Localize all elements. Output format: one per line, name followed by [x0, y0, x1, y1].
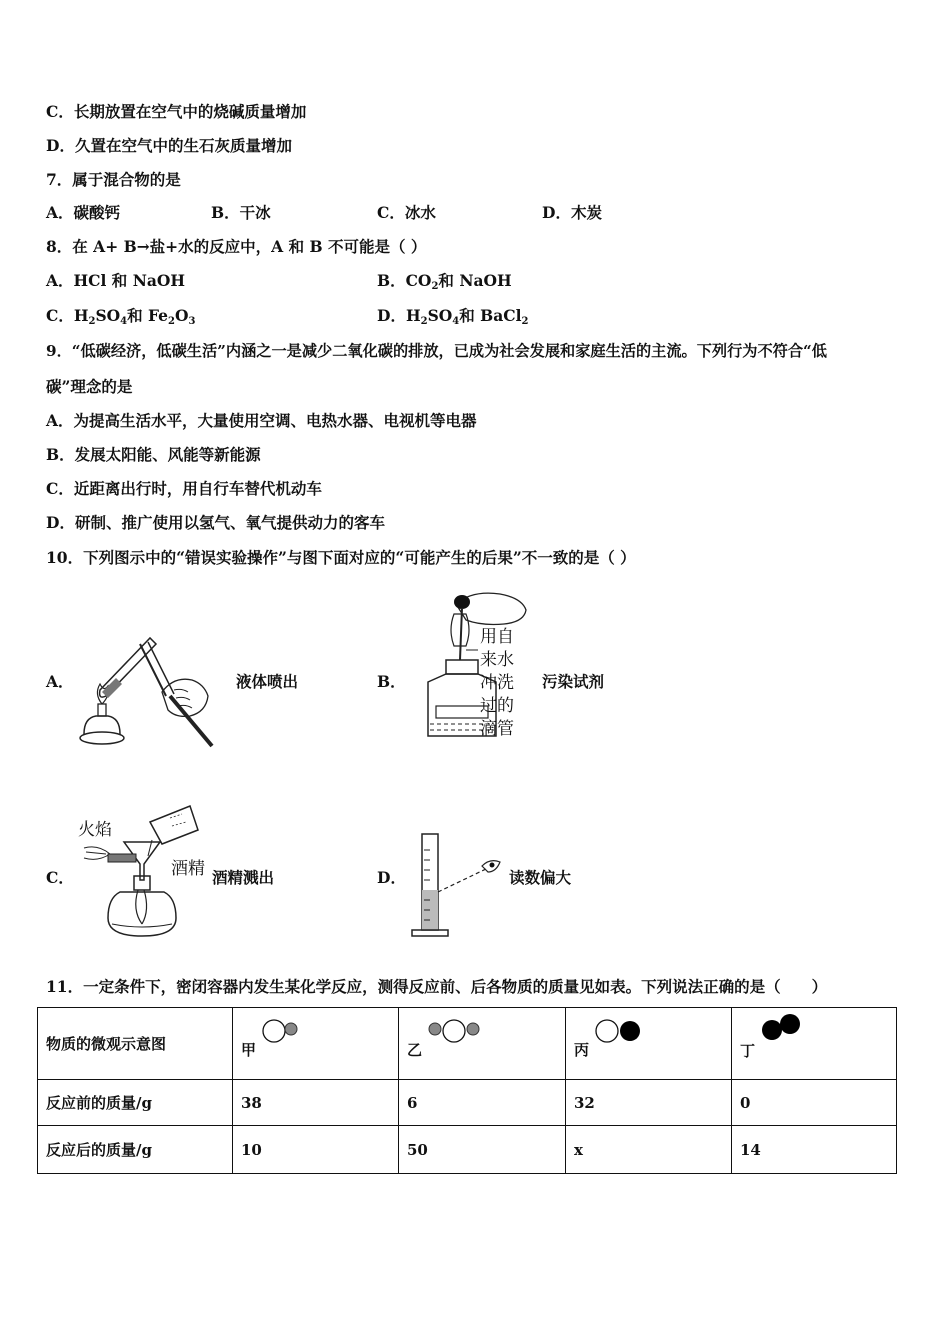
mass-after-cell: 50: [399, 1126, 566, 1174]
q10-item-d-letter: D．: [377, 868, 406, 887]
q9-option-c: C．近距离出行时，用自行车替代机动车: [46, 479, 322, 498]
q10-stem: 10．下列图示中的“错误实验操作”与图下面对应的“可能产生的后果”不一致的是（ ）: [46, 548, 636, 567]
subscript: 2: [168, 316, 176, 327]
subscript: 4: [452, 316, 460, 327]
mass-after-cell: x: [566, 1126, 732, 1174]
q9-option-d: D．研制、推广使用以氢气、氧气提供动力的客车: [46, 513, 385, 532]
substance-label: 丙: [574, 1041, 590, 1059]
row-header: 反应后的质量/g: [38, 1126, 233, 1174]
q10-item-b-letter: B．: [377, 672, 406, 691]
subscript: 2: [521, 316, 529, 327]
subscript: 2: [431, 281, 439, 292]
q10-item-a-letter: A．: [46, 672, 74, 691]
q10-item-c-letter: C．: [46, 868, 74, 887]
q8-option-d-text: 和 BaCl: [459, 306, 522, 325]
table-row: [38, 1080, 897, 1126]
q11-stem: 11．一定条件下，密闭容器内发生某化学反应，测得反应前、后各物质的质量见如表。下列说法正确的是（ ）: [46, 977, 828, 996]
q7-option-d: D．木炭: [542, 203, 602, 222]
q8-option-c: [46, 306, 196, 332]
q9-option-a: A．为提高生活水平，大量使用空调、电热水器、电视机等电器: [46, 411, 477, 430]
substance-cell: [233, 1008, 399, 1080]
q9-stem-line2: 碳”理念的是: [46, 377, 133, 396]
q8-option-c-text: C．H: [46, 306, 89, 325]
table-row: [38, 1126, 897, 1174]
q9-option-b: B．发展太阳能、风能等新能源: [46, 445, 261, 464]
q7-option-c: C．冰水: [377, 203, 436, 222]
row-header: 反应前的质量/g: [38, 1080, 233, 1126]
subscript: 2: [88, 316, 96, 327]
subscript: 4: [120, 316, 128, 327]
note-line: 来水: [480, 650, 514, 670]
mass-before-cell: 38: [233, 1080, 399, 1126]
q10-item-d-result: 读数偏大: [509, 868, 572, 887]
mass-data-table: [37, 1007, 897, 1174]
molecule-jia-icon: [261, 1017, 307, 1045]
table-row: [38, 1008, 897, 1080]
q10-item-b-note: [480, 626, 514, 741]
q10-item-c-result: 酒精溅出: [212, 868, 275, 887]
q6-option-c: C．长期放置在空气中的烧碱质量增加: [46, 102, 307, 121]
note-line: 滴管: [480, 719, 514, 739]
q10-item-b-result: 污染试剂: [542, 672, 605, 691]
q10-item-a-result: 液体喷出: [236, 672, 299, 691]
q8-option-c-text: O: [175, 306, 189, 325]
q8-option-d-text: SO: [427, 306, 453, 325]
q8-option-c-text: 和 Fe: [127, 306, 169, 325]
substance-cell: [399, 1008, 566, 1080]
q10-item-c-alcohol-label: 酒精: [171, 859, 205, 879]
mass-after-cell: 14: [732, 1126, 897, 1174]
graduated-cylinder-reading-illustration: [408, 830, 508, 940]
subscript: 2: [420, 316, 428, 327]
q8-option-a: A．HCl 和 NaOH: [46, 271, 186, 290]
substance-cell: [732, 1008, 897, 1080]
molecule-yi-icon: [427, 1017, 485, 1045]
heating-test-tube-illustration: [70, 630, 230, 750]
q7-option-a: A．碳酸钙: [46, 203, 121, 222]
substance-label: 丁: [740, 1042, 756, 1060]
substance-label: 乙: [407, 1041, 423, 1059]
q7-option-b: B．干冰: [211, 203, 271, 222]
substance-label: 甲: [241, 1041, 257, 1059]
q10-item-c-flame-label: 火焰: [78, 820, 112, 840]
q8-stem: 8．在 A+ B→盐+水的反应中，A 和 B 不可能是（ ）: [46, 237, 427, 256]
mass-before-cell: 32: [566, 1080, 732, 1126]
mass-before-cell: 6: [399, 1080, 566, 1126]
q8-option-d: [377, 306, 528, 332]
q8-option-b-text: 和 NaOH: [438, 271, 512, 290]
q6-option-d: D．久置在空气中的生石灰质量增加: [46, 136, 292, 155]
note-line: 冲洗: [480, 673, 514, 693]
q8-option-d-text: D．H: [377, 306, 421, 325]
molecule-ding-icon: [760, 1012, 804, 1042]
mass-before-cell: 0: [732, 1080, 897, 1126]
q8-option-c-text: SO: [95, 306, 121, 325]
mass-after-cell: 10: [233, 1126, 399, 1174]
note-line: 过的: [480, 696, 514, 716]
molecule-bing-icon: [594, 1017, 646, 1045]
q8-option-b-text: B．CO: [377, 271, 432, 290]
q8-option-b: [377, 271, 512, 297]
subscript: 3: [188, 316, 196, 327]
note-line: 用自: [480, 627, 514, 647]
substance-cell: [566, 1008, 732, 1080]
q9-stem-line1: 9．“低碳经济，低碳生活”内涵之一是减少二氧化碳的排放，已成为社会发展和家庭生活的主流。下列行为不符合“低: [46, 342, 827, 360]
q7-stem: 7．属于混合物的是: [46, 170, 181, 189]
row-header: 物质的微观示意图: [38, 1008, 233, 1080]
